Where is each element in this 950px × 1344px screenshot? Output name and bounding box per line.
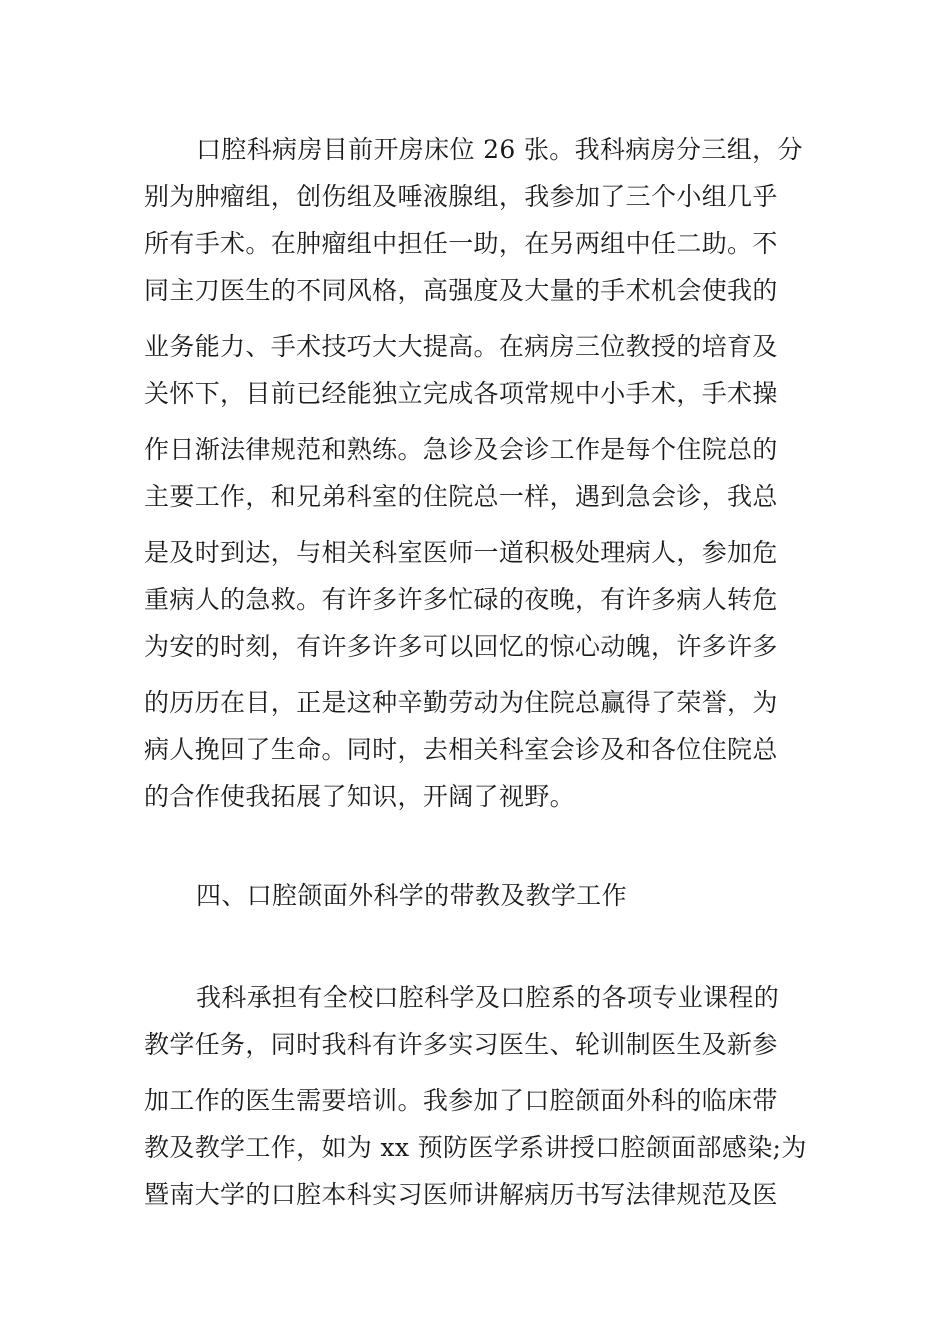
paragraph-1-line: 作日渐法律规范和熟练。急诊及会诊工作是每个住院总的: [144, 435, 778, 464]
paragraph-1-line: 关怀下，目前已经能独立完成各项常规中小手术，手术操: [144, 379, 778, 408]
paragraph-1-line: 的合作使我拓展了知识，开阔了视野。: [144, 782, 575, 811]
paragraph-2-line: 加工作的医生需要培训。我参加了口腔颌面外科的临床带: [144, 1086, 778, 1115]
paragraph-2-line: 暨南大学的口腔本科实习医师讲解病历书写法律规范及医: [144, 1180, 778, 1209]
paragraph-1-line: 为安的时刻，有许多许多可以回忆的惊心动魄，许多许多: [144, 632, 778, 661]
paragraph-1-line: 重病人的急救。有许多许多忙碌的夜晚，有许多病人转危: [144, 585, 778, 614]
paragraph-2-line: 教及教学工作，如为 xx 预防医学系讲授口腔颌面部感染;为: [144, 1133, 807, 1162]
paragraph-1-line: 同主刀医生的不同风格，高强度及大量的手术机会使我的: [144, 276, 778, 305]
paragraph-1-line: 主要工作，和兄弟科室的住院总一样，遇到急会诊，我总: [144, 482, 778, 511]
paragraph-1-line: 是及时到达，与相关科室医师一道积极处理病人，参加危: [144, 538, 778, 567]
paragraph-1-line: 的历历在目，正是这种辛勤劳动为住院总赢得了荣誉，为: [144, 688, 778, 717]
paragraph-2-line: 我科承担有全校口腔科学及口腔系的各项专业课程的: [196, 983, 780, 1012]
paragraph-1-line: 所有手术。在肿瘤组中担任一助，在另两组中任二助。不: [144, 229, 778, 258]
paragraph-1-line: 口腔科病房目前开房床位 26 张。我科病房分三组，分: [196, 135, 803, 164]
section-heading: 四、口腔颌面外科学的带教及教学工作: [196, 881, 627, 910]
paragraph-1-line: 业务能力、手术技巧大大提高。在病房三位教授的培育及: [144, 332, 778, 361]
paragraph-1-line: 别为肿瘤组，创伤组及唾液腺组，我参加了三个小组几乎: [144, 182, 778, 211]
paragraph-1-line: 病人挽回了生命。同时，去相关科室会诊及和各位住院总: [144, 735, 778, 764]
paragraph-2-line: 教学任务，同时我科有许多实习医生、轮训制医生及新参: [144, 1030, 778, 1059]
